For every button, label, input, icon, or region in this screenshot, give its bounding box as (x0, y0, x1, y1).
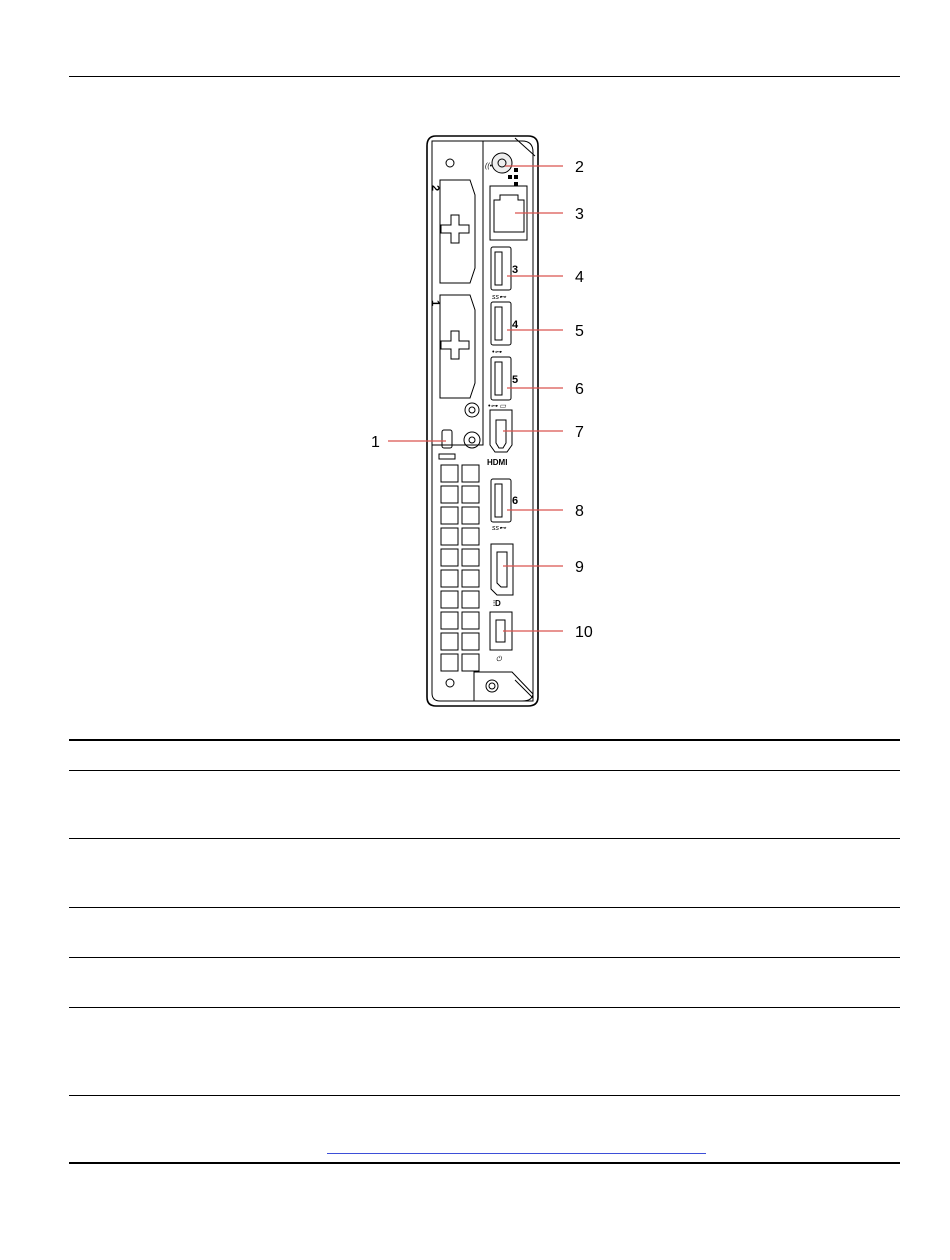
usb-3-ss-icon: ss⊷ (492, 294, 506, 301)
slot-1-label: 1 (429, 300, 441, 307)
table-row-rule (69, 838, 900, 839)
usb-4-number: 4 (512, 319, 519, 331)
power-icon: ⏻ (496, 656, 502, 663)
callout-10: 10 (575, 624, 593, 641)
callout-8: 8 (575, 503, 584, 520)
table-header-rule (69, 770, 900, 771)
usb-3-number: 3 (512, 264, 519, 276)
usb-6-number: 6 (512, 495, 519, 507)
callout-6: 6 (575, 381, 584, 398)
bottom-screw-hole (446, 679, 454, 687)
table-row-rule (69, 1095, 900, 1096)
usb-4-icon: •⊶ (492, 349, 502, 356)
ventilation-grid (441, 465, 479, 671)
callout-9: 9 (575, 559, 584, 576)
slot-2-label: 2 (429, 185, 441, 192)
bottom-right-bracket (474, 672, 533, 701)
callout-4: 4 (575, 269, 584, 286)
table-row-rule (69, 907, 900, 908)
table-row-rule (69, 1007, 900, 1008)
ethernet-icon (508, 168, 518, 186)
displayport-logo: ⫶D (493, 599, 501, 608)
callout-5: 5 (575, 323, 584, 340)
usb-6-ss-icon: ss⊷ (492, 525, 506, 532)
hdmi-logo: HDMI (487, 458, 508, 467)
port-column (490, 153, 527, 650)
table-top-rule (69, 739, 900, 741)
usb-5-charging-icon: •⊶ ▭ (488, 403, 507, 410)
callout-7: 7 (575, 424, 584, 441)
table-bottom-rule (69, 1162, 900, 1164)
table-row-rule (69, 957, 900, 958)
callout-2: 2 (575, 159, 584, 176)
hyperlink-underline[interactable] (327, 1153, 706, 1154)
wifi-icon: ((• (485, 163, 493, 170)
callout-1: 1 (371, 434, 380, 451)
callout-3: 3 (575, 206, 584, 223)
usb-5-number: 5 (512, 374, 519, 386)
